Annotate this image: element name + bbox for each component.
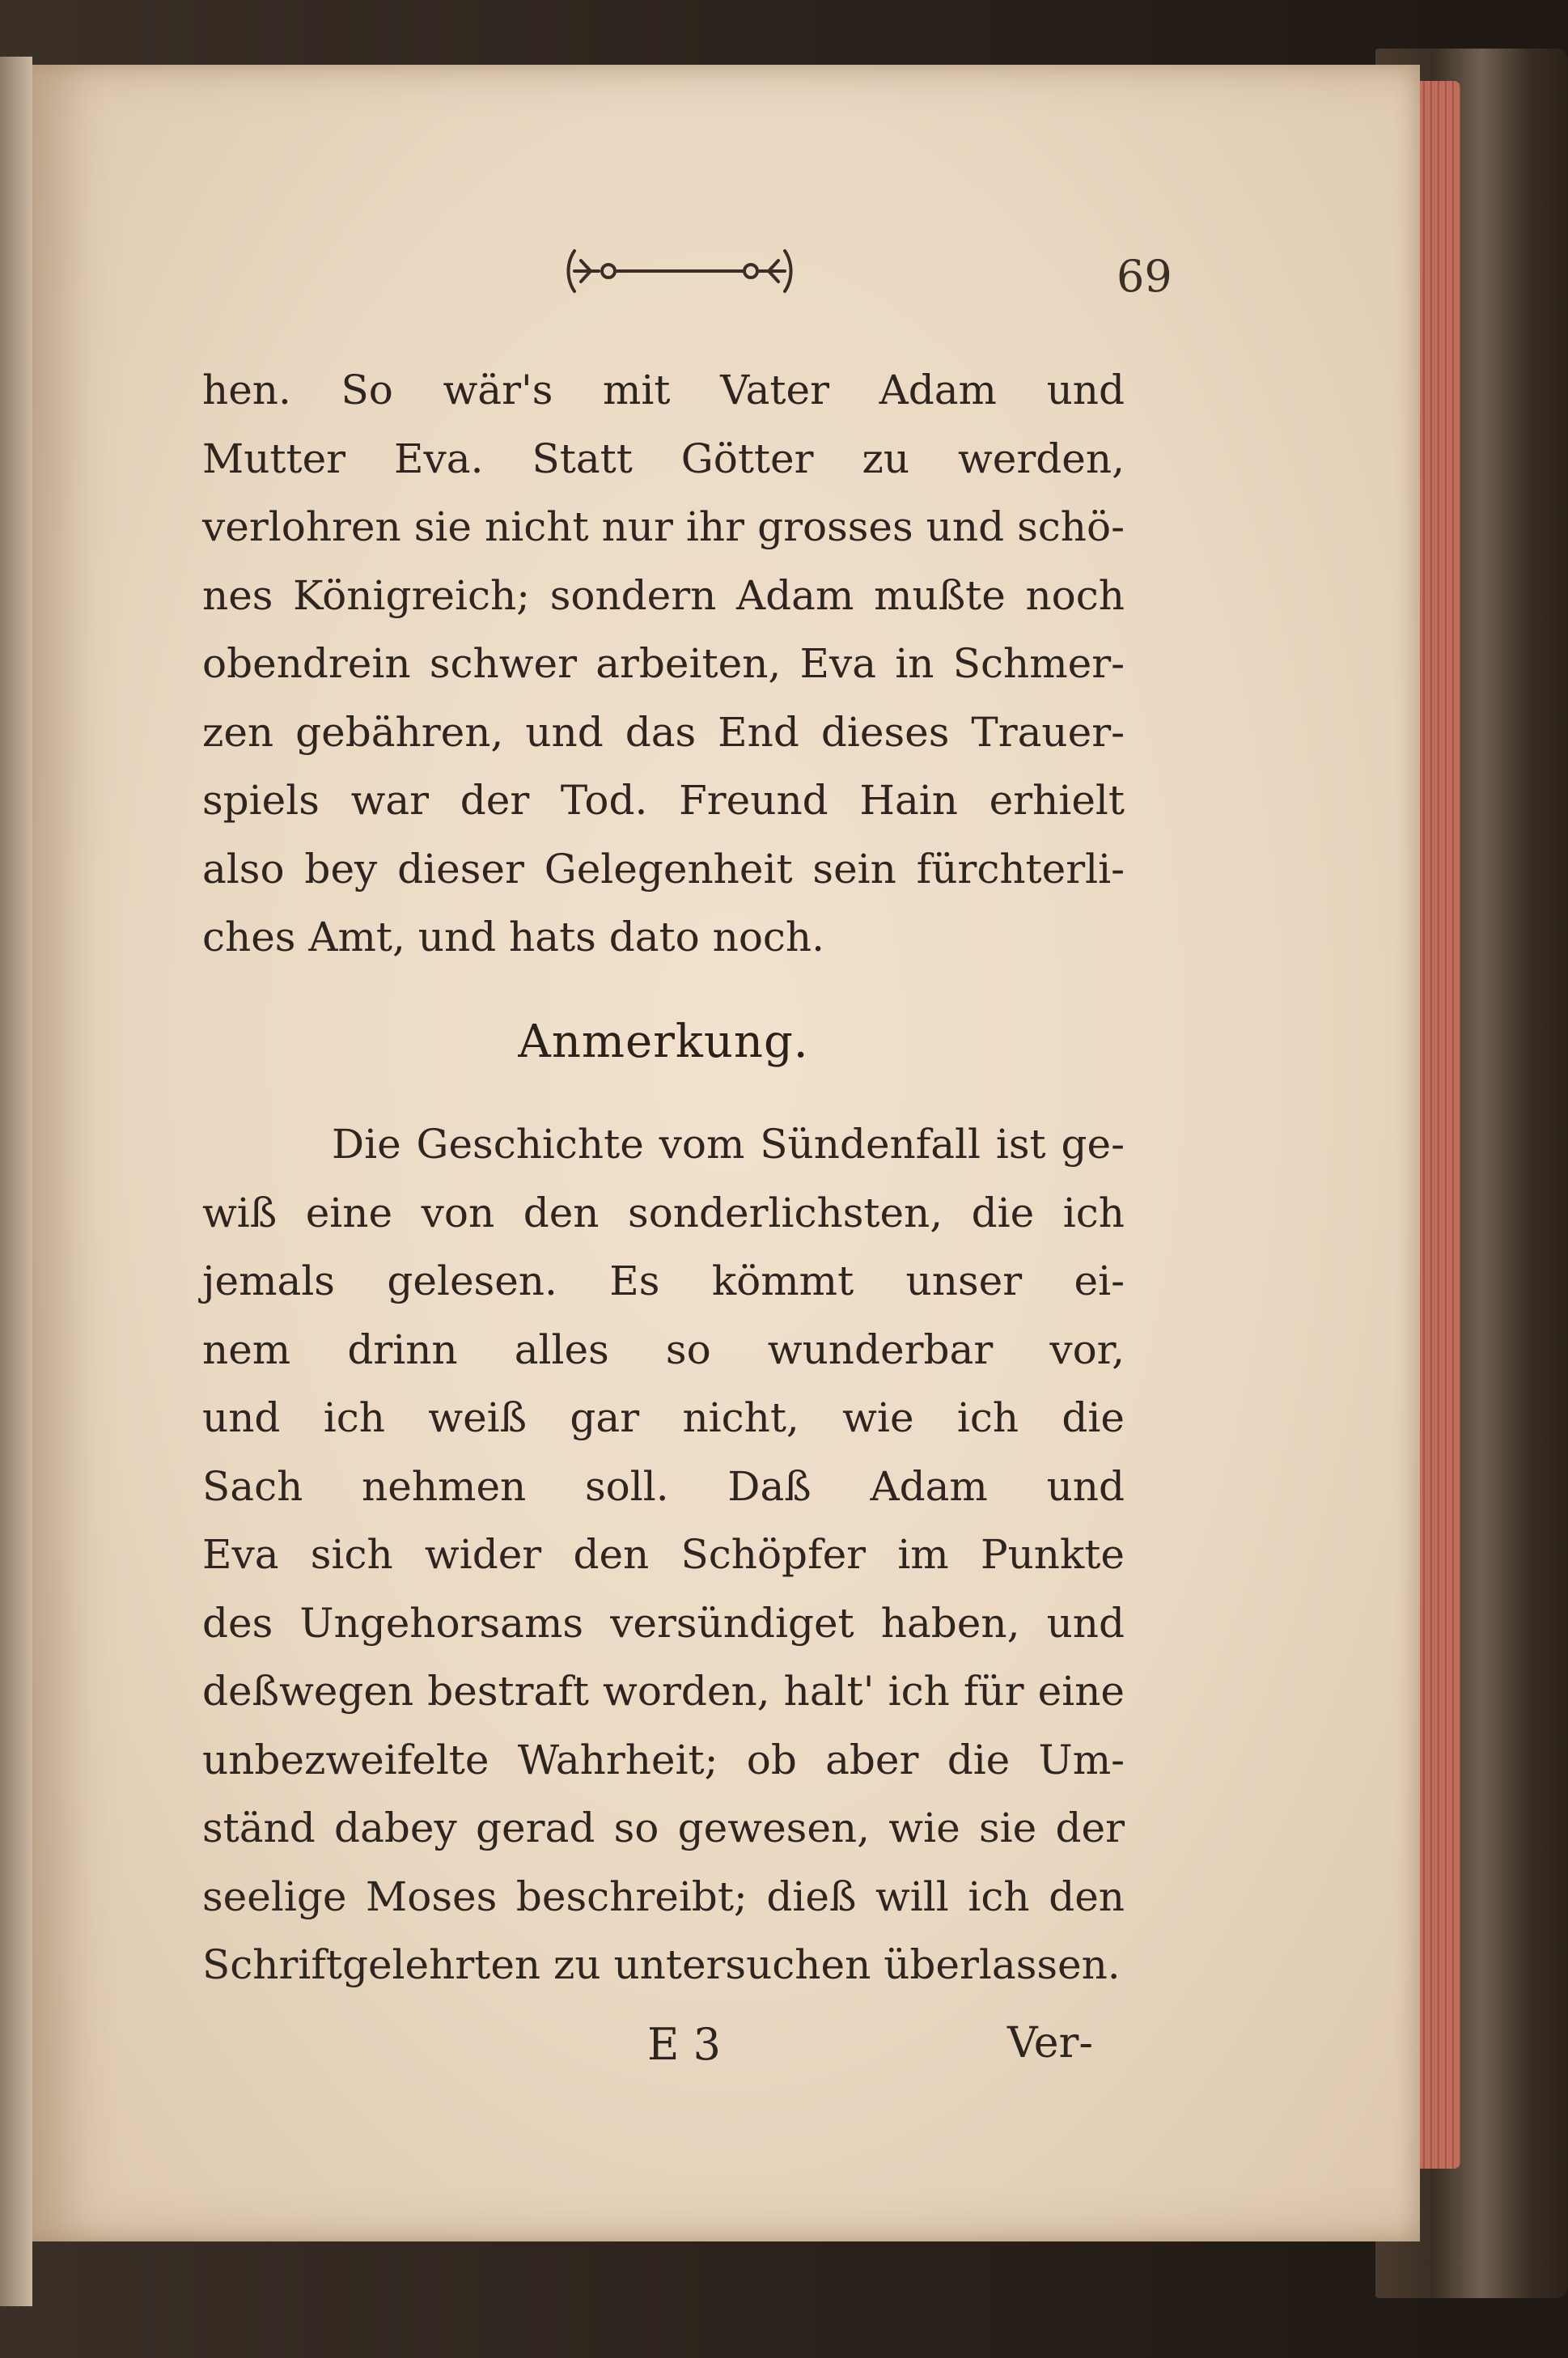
body-paragraph [202,356,1125,972]
text-line: zen gebähren, und das End dieses Trauer- [202,708,1125,756]
note-paragraph [202,1110,1125,2000]
text-line: und ich weiß gar nicht, wie ich die [202,1394,1125,1441]
text-line: des Ungehorsams versündiget haben, und [202,1599,1125,1647]
header-ornament [558,243,801,299]
signature-mark: E 3 [647,2019,721,2070]
text-line: also bey dieser Gelegenheit sein fürchterli- [202,845,1125,893]
text-line: Mutter Eva. Statt Götter zu werden, [202,435,1125,482]
previous-page-edge [0,57,32,2306]
text-line: nes Königreich; sondern Adam mußte noch [202,571,1125,619]
text-line: Eva sich wider den Schöpfer im Punkte [202,1531,1125,1578]
text-line: Schriftgelehrten zu untersuchen überlassen. [202,1941,1121,1988]
text-line: Sach nehmen soll. Daß Adam und [202,1462,1125,1510]
text-line: nem drinn alles so wunderbar vor, [202,1325,1125,1373]
text-line: wiß eine von den sonderlichsten, die ich [202,1189,1125,1236]
text-line: ständ dabey gerad so gewesen, wie sie der [202,1805,1125,1851]
catchword: Ver- [1007,2019,1093,2067]
section-heading: Anmerkung. [518,1016,809,1068]
text-line: verlohren sie nicht nur ihr grosses und schö- [202,503,1125,550]
text-line: jemals gelesen. Es kömmt unser ei- [202,1257,1125,1304]
text-line: seelige Moses beschreibt; dieß will ich den [202,1872,1125,1920]
text-line: spiels war der Tod. Freund Hain erhielt [202,777,1125,824]
text-line: unbezweifelte Wahrheit; ob aber die Um- [202,1736,1125,1783]
text-line: ches Amt, und hats dato noch. [202,914,825,961]
text-line: deßwegen bestraft worden, halt' ich für eine [202,1668,1125,1715]
text-line: Die Geschichte vom Sündenfall ist ge- [332,1121,1125,1168]
text-line: hen. So wär's mit Vater Adam und [202,367,1125,413]
text-line: obendrein schwer arbeiten, Eva in Schmer- [202,640,1125,687]
page-number: 69 [1117,251,1172,302]
